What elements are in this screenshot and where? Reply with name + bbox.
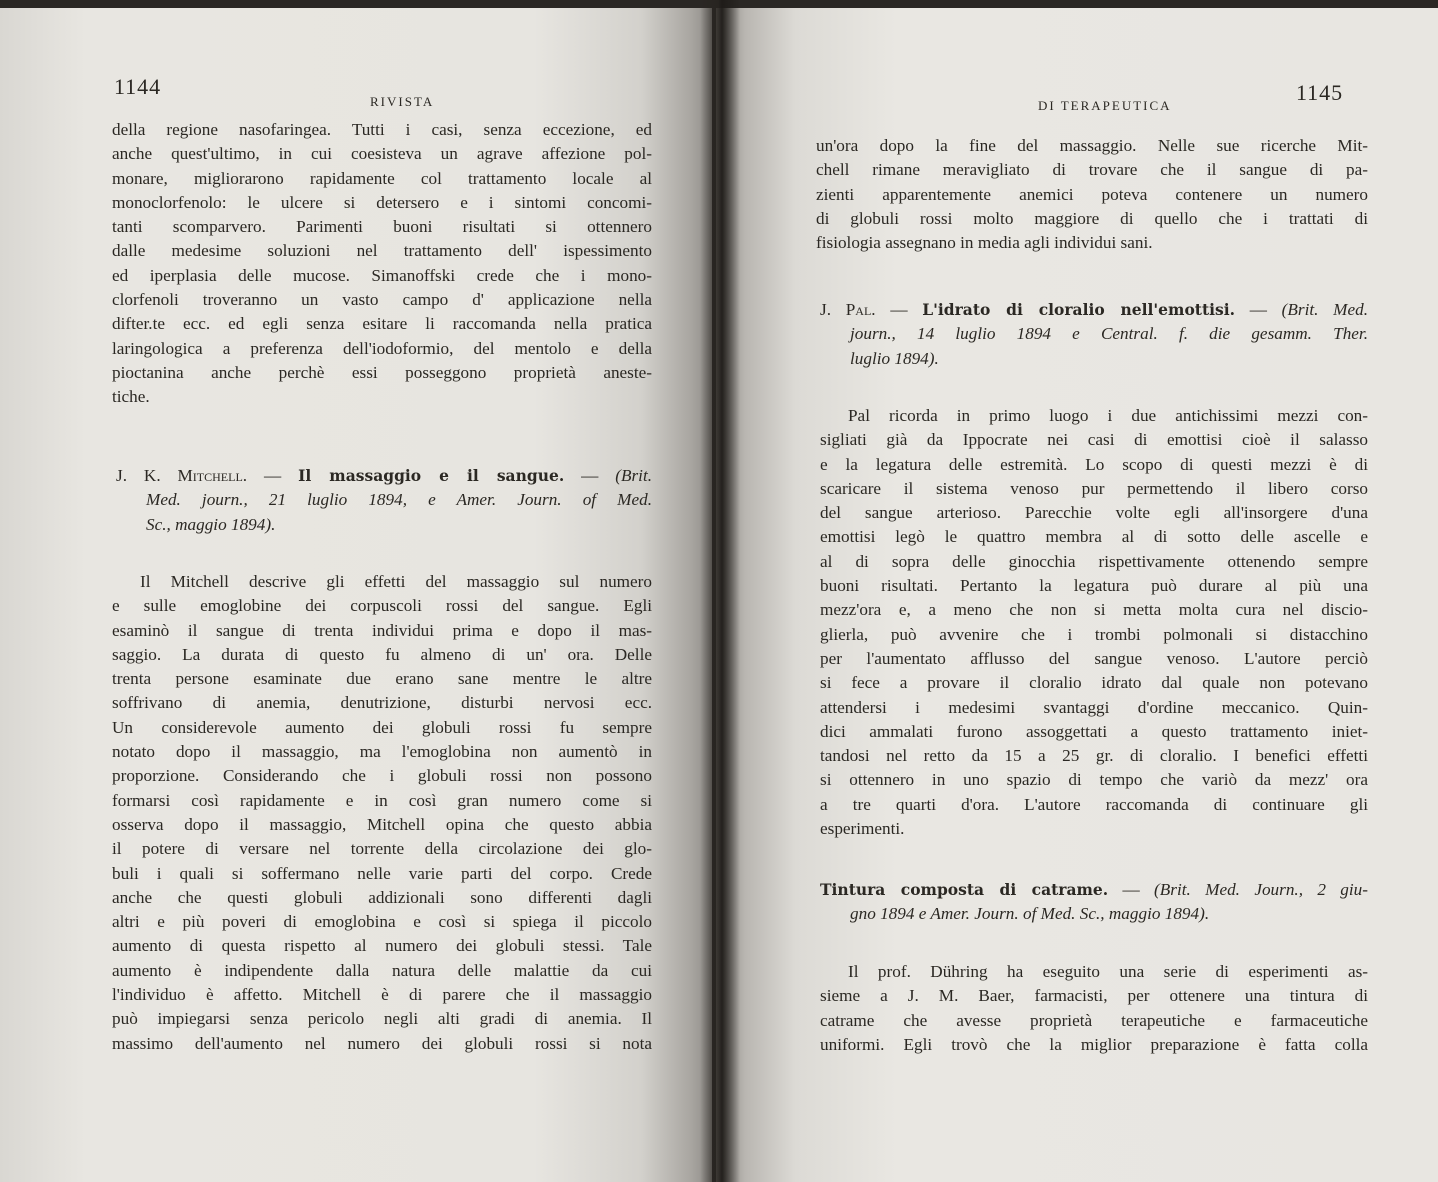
text-line: del sangue arterioso. Parecchie volte egli all'insorgere d'una [820, 503, 1368, 523]
article-heading-line: Tintura composta di catrame. — (Brit. Med. Journ., 2 giu- [820, 880, 1368, 899]
text-line: della regione nasofaringea. Tutti i casi, senza eccezione, ed [112, 120, 652, 139]
article-heading-line: J. Pal. — L'idrato di cloralio nell'emottisi. — (Brit. Med. [820, 300, 1368, 319]
text-line: notato dopo il massaggio, ma l'emoglobina non aumentò in [112, 742, 652, 762]
right-page [716, 8, 1438, 1182]
text-line: il potere di versare nel torrente della circolazione dei glo- [112, 839, 652, 859]
text-line: buli i quali si soffermano nelle varie parti del corpo. Crede [112, 863, 652, 883]
article-citation-line: journ., 14 luglio 1894 e Central. f. die gesamm. Ther. [850, 324, 1368, 344]
text-line: può impiegarsi senza pericolo negli alti gradi di anemia. Il [112, 1009, 652, 1029]
right-page-number: 1145 [1296, 80, 1344, 105]
text-line: dalle medesime soluzioni nel trattamento dell' ispessimento [112, 241, 652, 261]
text-line: saggio. La durata di questo fu almeno di un' ora. Delle [112, 644, 652, 664]
text-line: Il prof. Dühring ha eseguito una serie di esperimenti as- [848, 962, 1368, 981]
text-line: altri e più poveri di emoglobina e così si spiega il piccolo [112, 912, 652, 932]
text-line: attendersi i medesimi svantaggi d'ordine meccanico. Quin- [820, 697, 1368, 717]
text-line: catrame che avesse proprietà terapeutiche e farmaceutiche [820, 1010, 1368, 1030]
text-line: soffrivano di anemia, denutrizione, disturbi nervosi ecc. [112, 693, 652, 713]
article-citation-line: gno 1894 e Amer. Journ. of Med. Sc., maggio 1894). [850, 904, 1210, 924]
text-line: fisiologia assegnano in media agli individui sani. [816, 233, 1153, 253]
right-running-head: DI TERAPEUTICA [1038, 98, 1172, 113]
right-top-paragraph [816, 134, 1368, 255]
text-line: e sulle emoglobine dei corpuscoli rossi del sangue. Egli [112, 596, 652, 616]
text-line: massimo dell'aumento nel numero dei globuli rossi si nota [112, 1033, 652, 1053]
right-article2-body [820, 960, 1368, 1057]
text-line: difter.te ecc. ed egli senza esitare li raccomanda nella pratica [112, 314, 652, 334]
text-line: laringologica a preferenza dell'iodoformio, del mentolo e della [112, 338, 652, 358]
article-heading-mitchell [116, 464, 652, 537]
text-line: monoclorfenolo: le ulcere si detersero e i sintomi concomi- [112, 192, 652, 212]
text-line: a tre quarti d'ora. L'autore raccomanda di continuare gli [820, 794, 1368, 814]
text-line: aumento è indipendente dalla natura delle malattie da cui [112, 960, 652, 980]
text-line: zienti apparentemente anemici poteva contenere un numero [816, 184, 1368, 204]
text-line: Il Mitchell descrive gli effetti del massaggio sul numero [140, 572, 652, 591]
article-heading-pal [820, 298, 1368, 371]
left-top-paragraph [112, 118, 652, 410]
text-line: per l'aumentato afflusso del sangue venoso. L'autore perciò [820, 648, 1368, 668]
text-line: scaricare il sistema venoso pur permettendo il libero corso [820, 478, 1368, 498]
text-line: ed iperplasia delle mucose. Simanoffski crede che i mono- [112, 265, 652, 285]
text-line: anche che questi globuli addizionali sono differenti dagli [112, 887, 652, 907]
right-article1-body [820, 404, 1368, 841]
text-line: si ottennero in uno spazio di tempo che variò da mezz' ora [820, 770, 1368, 790]
left-page-number: 1144 [114, 74, 162, 99]
article-title: L'idrato di cloralio nell'emottisi. [922, 300, 1235, 319]
text-line: Un considerevole aumento dei globuli rossi fu sempre [112, 717, 652, 737]
text-line: Pal ricorda in primo luogo i due antichissimi mezzi con- [848, 406, 1368, 425]
text-line: l'individuo è affetto. Mitchell è di parere che il massaggio [112, 985, 652, 1005]
text-line: formarsi così rapidamente e in così gran numero come si [112, 790, 652, 810]
left-page [0, 8, 712, 1182]
article-citation-line: Sc., maggio 1894). [146, 514, 276, 534]
text-line: esperimenti. [820, 819, 905, 839]
article-citation: (Brit. Med. Journ., 2 giu- [1154, 880, 1368, 899]
text-line: monare, migliorarono rapidamente col trattamento locale al [112, 168, 652, 188]
text-line: si fece a provare il cloralio idrato dal quale non potevano [820, 673, 1368, 693]
article-title: Tintura composta di catrame. [820, 880, 1109, 899]
article-citation-line: Med. journ., 21 luglio 1894, e Amer. Journ. of Med. [146, 490, 652, 510]
left-article-body [112, 570, 652, 1056]
text-line: sigliati già da Ippocrate nei casi di emottisi cioè il salasso [820, 430, 1368, 450]
text-line: buoni risultati. Pertanto la legatura può durare al più una [820, 576, 1368, 596]
text-line: uniformi. Egli trovò che la miglior preparazione è fatta colla [820, 1034, 1368, 1054]
text-line: emottisi legò le quattro membra al di sotto delle ascelle e [820, 527, 1368, 547]
text-line: proporzione. Considerando che i globuli rossi non possono [112, 766, 652, 786]
text-line: osserva dopo il massaggio, Mitchell opina che questo abbia [112, 814, 652, 834]
text-line: aumento di questa rispetto al numero dei globuli stessi. Tale [112, 936, 652, 956]
article-title: Il massaggio e il sangue. [298, 466, 565, 485]
article-citation: (Brit. [615, 466, 653, 485]
article-heading-line: J. K. Mitchell. — Il massaggio e il sangue. — (Brit. [116, 466, 653, 485]
book-gutter [700, 0, 740, 1182]
text-line: un'ora dopo la fine del massaggio. Nelle sue ricerche Mit- [816, 136, 1368, 155]
text-line: al di sopra delle ginocchia rispettivamente ottenendo sempre [820, 551, 1368, 571]
text-line: anche quest'ultimo, in cui coesisteva un agrave affezione pol- [112, 144, 652, 164]
text-line: esaminò il sangue di trenta individui prima e dopo il mas- [112, 620, 652, 640]
text-line: clorfenoli troveranno un vasto campo d' applicazione nella [112, 290, 652, 310]
text-line: mezz'ora e, a meno che non si metta molta cura nel discio- [820, 600, 1368, 620]
left-running-head: RIVISTA [370, 94, 435, 109]
text-line: e la legatura delle estremità. Lo scopo di questi mezzi è di [820, 454, 1368, 474]
text-line: tiche. [112, 387, 150, 407]
text-line: tanti scomparvero. Parimenti buoni risultati si ottennero [112, 217, 652, 237]
text-line: glierla, può avvenire che i trombi polmonali si distacchino [820, 624, 1368, 644]
text-line: trenta persone esaminate due erano sane mentre le altre [112, 669, 652, 689]
article-author: J. K. Mitchell. [116, 466, 248, 485]
article-author: J. Pal. [820, 300, 876, 319]
text-line: tandosi nel retto da 15 a 25 gr. di cloralio. I benefici effetti [820, 746, 1368, 766]
text-line: pioctanina anche perchè essi posseggono proprietà aneste- [112, 362, 652, 382]
text-line: chell rimane meravigliato di trovare che il sangue di pa- [816, 160, 1368, 180]
text-line: di globuli rossi molto maggiore di quello che i trattati di [816, 208, 1368, 228]
article-citation-line: luglio 1894). [850, 348, 939, 368]
text-line: dici ammalati furono assoggettati a questo trattamento iniet- [820, 721, 1368, 741]
article-citation: (Brit. Med. [1281, 300, 1368, 319]
text-line: sieme a J. M. Baer, farmacisti, per ottenere una tintura di [820, 986, 1368, 1006]
article-heading-tintura [820, 878, 1368, 927]
